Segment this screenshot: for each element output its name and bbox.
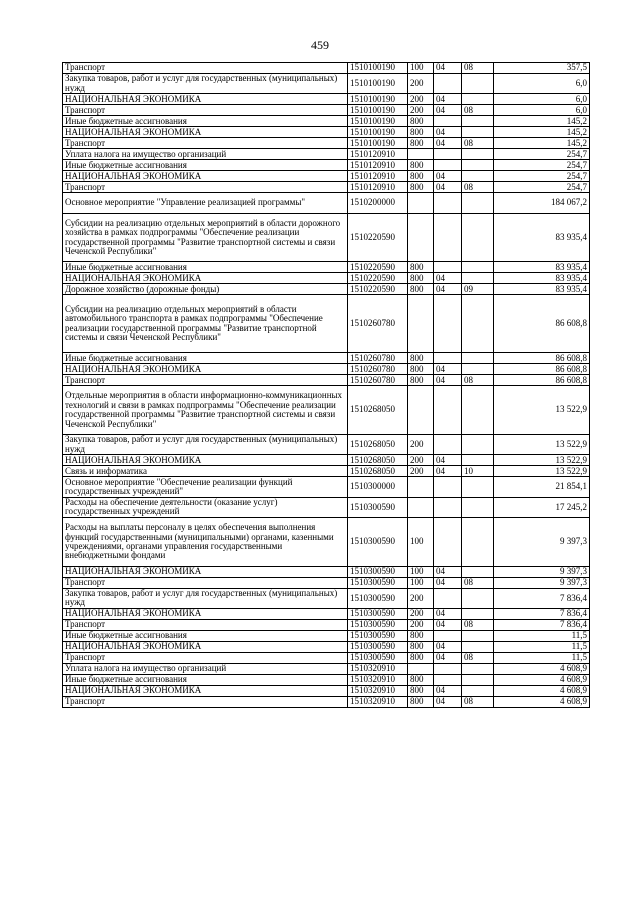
row-name-cell: НАЦИОНАЛЬНАЯ ЭКОНОМИКА [63, 94, 348, 105]
row-name-cell: Расходы на обеспечение деятельности (оказание услуг) государственных учреждений [63, 497, 348, 517]
target-article-cell: 1510300590 [348, 566, 408, 577]
section-cell: 04 [434, 375, 462, 386]
row-name-cell: Закупка товаров, работ и услуг для государственных (муниципальных) нужд [63, 588, 348, 608]
target-article-cell: 1510220590 [348, 273, 408, 284]
expense-type-cell: 800 [408, 375, 434, 386]
amount-cell: 11,5 [494, 653, 590, 664]
amount-cell: 83 935,4 [494, 273, 590, 284]
section-cell: 04 [434, 364, 462, 375]
amount-cell: 13 522,9 [494, 455, 590, 466]
section-cell [434, 353, 462, 364]
amount-cell: 9 397,3 [494, 577, 590, 588]
table-row [63, 138, 590, 149]
subsection-cell [462, 353, 494, 364]
expense-type-cell [408, 213, 434, 262]
amount-cell: 7 836,4 [494, 609, 590, 620]
amount-cell: 254,7 [494, 171, 590, 182]
row-name-cell: НАЦИОНАЛЬНАЯ ЭКОНОМИКА [63, 566, 348, 577]
budget-table [62, 62, 590, 708]
row-name-cell: Транспорт [63, 138, 348, 149]
amount-cell: 11,5 [494, 642, 590, 653]
subsection-cell: 08 [462, 138, 494, 149]
row-name-cell: Основное мероприятие "Обеспечение реализации функций государственных учреждений" [63, 477, 348, 497]
expense-type-cell [408, 193, 434, 213]
section-cell: 04 [434, 620, 462, 631]
expense-type-cell [408, 477, 434, 497]
target-article-cell: 1510100190 [348, 138, 408, 149]
expense-type-cell [408, 149, 434, 160]
target-article-cell: 1510300590 [348, 653, 408, 664]
section-cell: 04 [434, 63, 462, 74]
table-row [63, 675, 590, 686]
expense-type-cell: 800 [408, 284, 434, 295]
table-row [63, 105, 590, 116]
table-row [63, 160, 590, 171]
subsection-cell [462, 127, 494, 138]
subsection-cell [462, 497, 494, 517]
target-article-cell: 1510260780 [348, 353, 408, 364]
amount-cell: 13 522,9 [494, 466, 590, 477]
expense-type-cell: 800 [408, 697, 434, 708]
subsection-cell [462, 686, 494, 697]
table-row [63, 664, 590, 675]
amount-cell: 145,2 [494, 138, 590, 149]
subsection-cell [462, 675, 494, 686]
row-name-cell: НАЦИОНАЛЬНАЯ ЭКОНОМИКА [63, 609, 348, 620]
target-article-cell: 1510100190 [348, 74, 408, 94]
table-row [63, 63, 590, 74]
expense-type-cell: 100 [408, 518, 434, 567]
target-article-cell: 1510300590 [348, 609, 408, 620]
target-article-cell: 1510120910 [348, 171, 408, 182]
row-name-cell: Уплата налога на имущество организаций [63, 664, 348, 675]
table-row [63, 295, 590, 353]
target-article-cell: 1510100190 [348, 105, 408, 116]
table-row [63, 620, 590, 631]
subsection-cell [462, 566, 494, 577]
table-row [63, 477, 590, 497]
table-row [63, 653, 590, 664]
subsection-cell [462, 171, 494, 182]
target-article-cell: 1510300590 [348, 631, 408, 642]
row-name-cell: Расходы на выплаты персоналу в целях обеспечения выполнения функций государственными (муниципальными) органами, казенными учреждениями, органами управления государственными внебюджетными фондами [63, 518, 348, 567]
row-name-cell: НАЦИОНАЛЬНАЯ ЭКОНОМИКА [63, 686, 348, 697]
expense-type-cell: 800 [408, 171, 434, 182]
row-name-cell: Связь и информатика [63, 466, 348, 477]
row-name-cell: Иные бюджетные ассигнования [63, 631, 348, 642]
subsection-cell: 08 [462, 577, 494, 588]
row-name-cell: НАЦИОНАЛЬНАЯ ЭКОНОМИКА [63, 455, 348, 466]
target-article-cell: 1510300590 [348, 620, 408, 631]
row-name-cell: Закупка товаров, работ и услуг для государственных (муниципальных) нужд [63, 74, 348, 94]
target-article-cell: 1510220590 [348, 213, 408, 262]
row-name-cell: Транспорт [63, 653, 348, 664]
expense-type-cell: 800 [408, 262, 434, 273]
section-cell: 04 [434, 284, 462, 295]
row-name-cell: Отдельные мероприятия в области информационно-коммуникационных технологий и связи в рамках подпрограммы "Обеспечение реализации государственной программы "Развитие транспортной системы и связи Чеченской Республики" [63, 386, 348, 435]
amount-cell: 11,5 [494, 631, 590, 642]
row-name-cell: Дорожное хозяйство (дорожные фонды) [63, 284, 348, 295]
target-article-cell: 1510260780 [348, 375, 408, 386]
subsection-cell [462, 455, 494, 466]
expense-type-cell: 800 [408, 686, 434, 697]
expense-type-cell: 200 [408, 434, 434, 454]
expense-type-cell: 200 [408, 620, 434, 631]
row-name-cell: НАЦИОНАЛЬНАЯ ЭКОНОМИКА [63, 127, 348, 138]
section-cell [434, 116, 462, 127]
target-article-cell: 1510200000 [348, 193, 408, 213]
row-name-cell: Иные бюджетные ассигнования [63, 353, 348, 364]
row-name-cell: НАЦИОНАЛЬНАЯ ЭКОНОМИКА [63, 642, 348, 653]
amount-cell: 357,5 [494, 63, 590, 74]
expense-type-cell: 200 [408, 94, 434, 105]
amount-cell: 9 397,3 [494, 566, 590, 577]
table-row [63, 116, 590, 127]
section-cell [434, 386, 462, 435]
expense-type-cell: 800 [408, 273, 434, 284]
expense-type-cell: 800 [408, 353, 434, 364]
target-article-cell: 1510220590 [348, 284, 408, 295]
table-row [63, 171, 590, 182]
amount-cell: 21 854,1 [494, 477, 590, 497]
section-cell [434, 664, 462, 675]
table-row [63, 577, 590, 588]
target-article-cell: 1510260780 [348, 295, 408, 353]
table-row [63, 518, 590, 567]
section-cell [434, 477, 462, 497]
row-name-cell: Транспорт [63, 697, 348, 708]
target-article-cell: 1510300590 [348, 518, 408, 567]
target-article-cell: 1510268050 [348, 455, 408, 466]
subsection-cell [462, 74, 494, 94]
expense-type-cell [408, 664, 434, 675]
target-article-cell: 1510100190 [348, 116, 408, 127]
expense-type-cell [408, 386, 434, 435]
row-name-cell: Основное мероприятие "Управление реализацией программы" [63, 193, 348, 213]
section-cell: 04 [434, 127, 462, 138]
section-cell [434, 434, 462, 454]
section-cell [434, 74, 462, 94]
amount-cell: 254,7 [494, 160, 590, 171]
subsection-cell: 08 [462, 653, 494, 664]
subsection-cell [462, 273, 494, 284]
amount-cell: 4 608,9 [494, 686, 590, 697]
table-row [63, 642, 590, 653]
target-article-cell: 1510300590 [348, 577, 408, 588]
subsection-cell: 08 [462, 105, 494, 116]
expense-type-cell: 200 [408, 105, 434, 116]
section-cell: 04 [434, 642, 462, 653]
expense-type-cell: 800 [408, 127, 434, 138]
target-article-cell: 1510220590 [348, 262, 408, 273]
amount-cell: 254,7 [494, 149, 590, 160]
table-row [63, 94, 590, 105]
section-cell [434, 295, 462, 353]
expense-type-cell: 200 [408, 74, 434, 94]
subsection-cell [462, 631, 494, 642]
subsection-cell [462, 295, 494, 353]
expense-type-cell: 200 [408, 466, 434, 477]
subsection-cell [462, 193, 494, 213]
table-row [63, 588, 590, 608]
section-cell: 04 [434, 466, 462, 477]
expense-type-cell: 800 [408, 631, 434, 642]
row-name-cell: Закупка товаров, работ и услуг для государственных (муниципальных) нужд [63, 434, 348, 454]
subsection-cell: 08 [462, 63, 494, 74]
amount-cell: 86 608,8 [494, 353, 590, 364]
expense-type-cell: 800 [408, 160, 434, 171]
section-cell: 04 [434, 686, 462, 697]
row-name-cell: НАЦИОНАЛЬНАЯ ЭКОНОМИКА [63, 364, 348, 375]
table-row [63, 375, 590, 386]
amount-cell: 17 245,2 [494, 497, 590, 517]
target-article-cell: 1510100190 [348, 63, 408, 74]
target-article-cell: 1510320910 [348, 664, 408, 675]
expense-type-cell [408, 497, 434, 517]
amount-cell: 4 608,9 [494, 697, 590, 708]
target-article-cell: 1510120910 [348, 149, 408, 160]
section-cell [434, 213, 462, 262]
subsection-cell: 08 [462, 697, 494, 708]
amount-cell: 9 397,3 [494, 518, 590, 567]
section-cell: 04 [434, 105, 462, 116]
section-cell [434, 262, 462, 273]
amount-cell: 7 836,4 [494, 588, 590, 608]
subsection-cell: 08 [462, 620, 494, 631]
row-name-cell: Уплата налога на имущество организаций [63, 149, 348, 160]
target-article-cell: 1510320910 [348, 697, 408, 708]
target-article-cell: 1510120910 [348, 160, 408, 171]
subsection-cell [462, 116, 494, 127]
section-cell: 04 [434, 577, 462, 588]
amount-cell: 145,2 [494, 127, 590, 138]
row-name-cell: Транспорт [63, 182, 348, 193]
row-name-cell: Транспорт [63, 105, 348, 116]
expense-type-cell: 800 [408, 675, 434, 686]
subsection-cell [462, 518, 494, 567]
row-name-cell: Транспорт [63, 577, 348, 588]
section-cell: 04 [434, 566, 462, 577]
section-cell: 04 [434, 273, 462, 284]
target-article-cell: 1510320910 [348, 686, 408, 697]
subsection-cell: 09 [462, 284, 494, 295]
row-name-cell: Иные бюджетные ассигнования [63, 262, 348, 273]
table-row [63, 455, 590, 466]
amount-cell: 86 608,8 [494, 295, 590, 353]
section-cell [434, 497, 462, 517]
table-row [63, 631, 590, 642]
row-name-cell: Иные бюджетные ассигнования [63, 160, 348, 171]
amount-cell: 254,7 [494, 182, 590, 193]
subsection-cell [462, 213, 494, 262]
table-row [63, 466, 590, 477]
amount-cell: 7 836,4 [494, 620, 590, 631]
expense-type-cell: 800 [408, 364, 434, 375]
amount-cell: 86 608,8 [494, 364, 590, 375]
amount-cell: 83 935,4 [494, 284, 590, 295]
section-cell [434, 149, 462, 160]
expense-type-cell: 100 [408, 566, 434, 577]
section-cell: 04 [434, 138, 462, 149]
section-cell [434, 518, 462, 567]
row-name-cell: Субсидии на реализацию отдельных мероприятий в области автомобильного транспорта в рамках подпрограммы "Обеспечение реализации государственной программы "Развитие транспортной системы и связи Чеченской Республики" [63, 295, 348, 353]
table-row [63, 686, 590, 697]
section-cell: 04 [434, 653, 462, 664]
table-row [63, 149, 590, 160]
target-article-cell: 1510320910 [348, 675, 408, 686]
target-article-cell: 1510268050 [348, 466, 408, 477]
table-row [63, 213, 590, 262]
table-row [63, 364, 590, 375]
table-row [63, 262, 590, 273]
target-article-cell: 1510300590 [348, 497, 408, 517]
table-row [63, 697, 590, 708]
subsection-cell [462, 262, 494, 273]
row-name-cell: Иные бюджетные ассигнования [63, 116, 348, 127]
target-article-cell: 1510300590 [348, 588, 408, 608]
target-article-cell: 1510100190 [348, 127, 408, 138]
table-row [63, 566, 590, 577]
amount-cell: 6,0 [494, 74, 590, 94]
amount-cell: 83 935,4 [494, 262, 590, 273]
section-cell [434, 193, 462, 213]
amount-cell: 145,2 [494, 116, 590, 127]
section-cell [434, 160, 462, 171]
table-row [63, 182, 590, 193]
amount-cell: 4 608,9 [494, 675, 590, 686]
subsection-cell [462, 588, 494, 608]
subsection-cell [462, 364, 494, 375]
table-row [63, 74, 590, 94]
section-cell: 04 [434, 697, 462, 708]
subsection-cell: 08 [462, 182, 494, 193]
table-row [63, 127, 590, 138]
expense-type-cell [408, 295, 434, 353]
expense-type-cell: 800 [408, 182, 434, 193]
amount-cell: 4 608,9 [494, 664, 590, 675]
expense-type-cell: 800 [408, 653, 434, 664]
section-cell [434, 675, 462, 686]
row-name-cell: Транспорт [63, 620, 348, 631]
expense-type-cell: 100 [408, 577, 434, 588]
subsection-cell [462, 149, 494, 160]
subsection-cell [462, 664, 494, 675]
expense-type-cell: 800 [408, 138, 434, 149]
table-body [63, 63, 590, 708]
amount-cell: 184 067,2 [494, 193, 590, 213]
row-name-cell: Субсидии на реализацию отдельных мероприятий в области дорожного хозяйства в рамках подпрограммы "Обеспечение реализации государственной программы "Развитие транспортной системы и связи Чеченской Республики" [63, 213, 348, 262]
subsection-cell [462, 386, 494, 435]
subsection-cell [462, 94, 494, 105]
table-row [63, 284, 590, 295]
target-article-cell: 1510268050 [348, 386, 408, 435]
expense-type-cell: 800 [408, 116, 434, 127]
table-row [63, 193, 590, 213]
subsection-cell: 08 [462, 375, 494, 386]
row-name-cell: Иные бюджетные ассигнования [63, 675, 348, 686]
table-row [63, 273, 590, 284]
amount-cell: 6,0 [494, 94, 590, 105]
amount-cell: 13 522,9 [494, 386, 590, 435]
section-cell: 04 [434, 171, 462, 182]
subsection-cell [462, 160, 494, 171]
amount-cell: 86 608,8 [494, 375, 590, 386]
table-row [63, 353, 590, 364]
amount-cell: 13 522,9 [494, 434, 590, 454]
target-article-cell: 1510268050 [348, 434, 408, 454]
subsection-cell [462, 642, 494, 653]
table-row [63, 497, 590, 517]
subsection-cell: 10 [462, 466, 494, 477]
section-cell: 04 [434, 609, 462, 620]
expense-type-cell: 100 [408, 63, 434, 74]
amount-cell: 83 935,4 [494, 213, 590, 262]
target-article-cell: 1510300590 [348, 642, 408, 653]
section-cell: 04 [434, 455, 462, 466]
section-cell [434, 631, 462, 642]
target-article-cell: 1510260780 [348, 364, 408, 375]
subsection-cell [462, 434, 494, 454]
section-cell: 04 [434, 94, 462, 105]
section-cell [434, 588, 462, 608]
expense-type-cell: 200 [408, 588, 434, 608]
subsection-cell [462, 477, 494, 497]
amount-cell: 6,0 [494, 105, 590, 116]
expense-type-cell: 800 [408, 642, 434, 653]
expense-type-cell: 200 [408, 455, 434, 466]
table-row [63, 386, 590, 435]
target-article-cell: 1510120910 [348, 182, 408, 193]
row-name-cell: НАЦИОНАЛЬНАЯ ЭКОНОМИКА [63, 273, 348, 284]
row-name-cell: Транспорт [63, 375, 348, 386]
target-article-cell: 1510300000 [348, 477, 408, 497]
table-row [63, 434, 590, 454]
page-number: 459 [311, 38, 329, 52]
expense-type-cell: 200 [408, 609, 434, 620]
target-article-cell: 1510100190 [348, 94, 408, 105]
row-name-cell: НАЦИОНАЛЬНАЯ ЭКОНОМИКА [63, 171, 348, 182]
table-row [63, 609, 590, 620]
section-cell: 04 [434, 182, 462, 193]
row-name-cell: Транспорт [63, 63, 348, 74]
subsection-cell [462, 609, 494, 620]
